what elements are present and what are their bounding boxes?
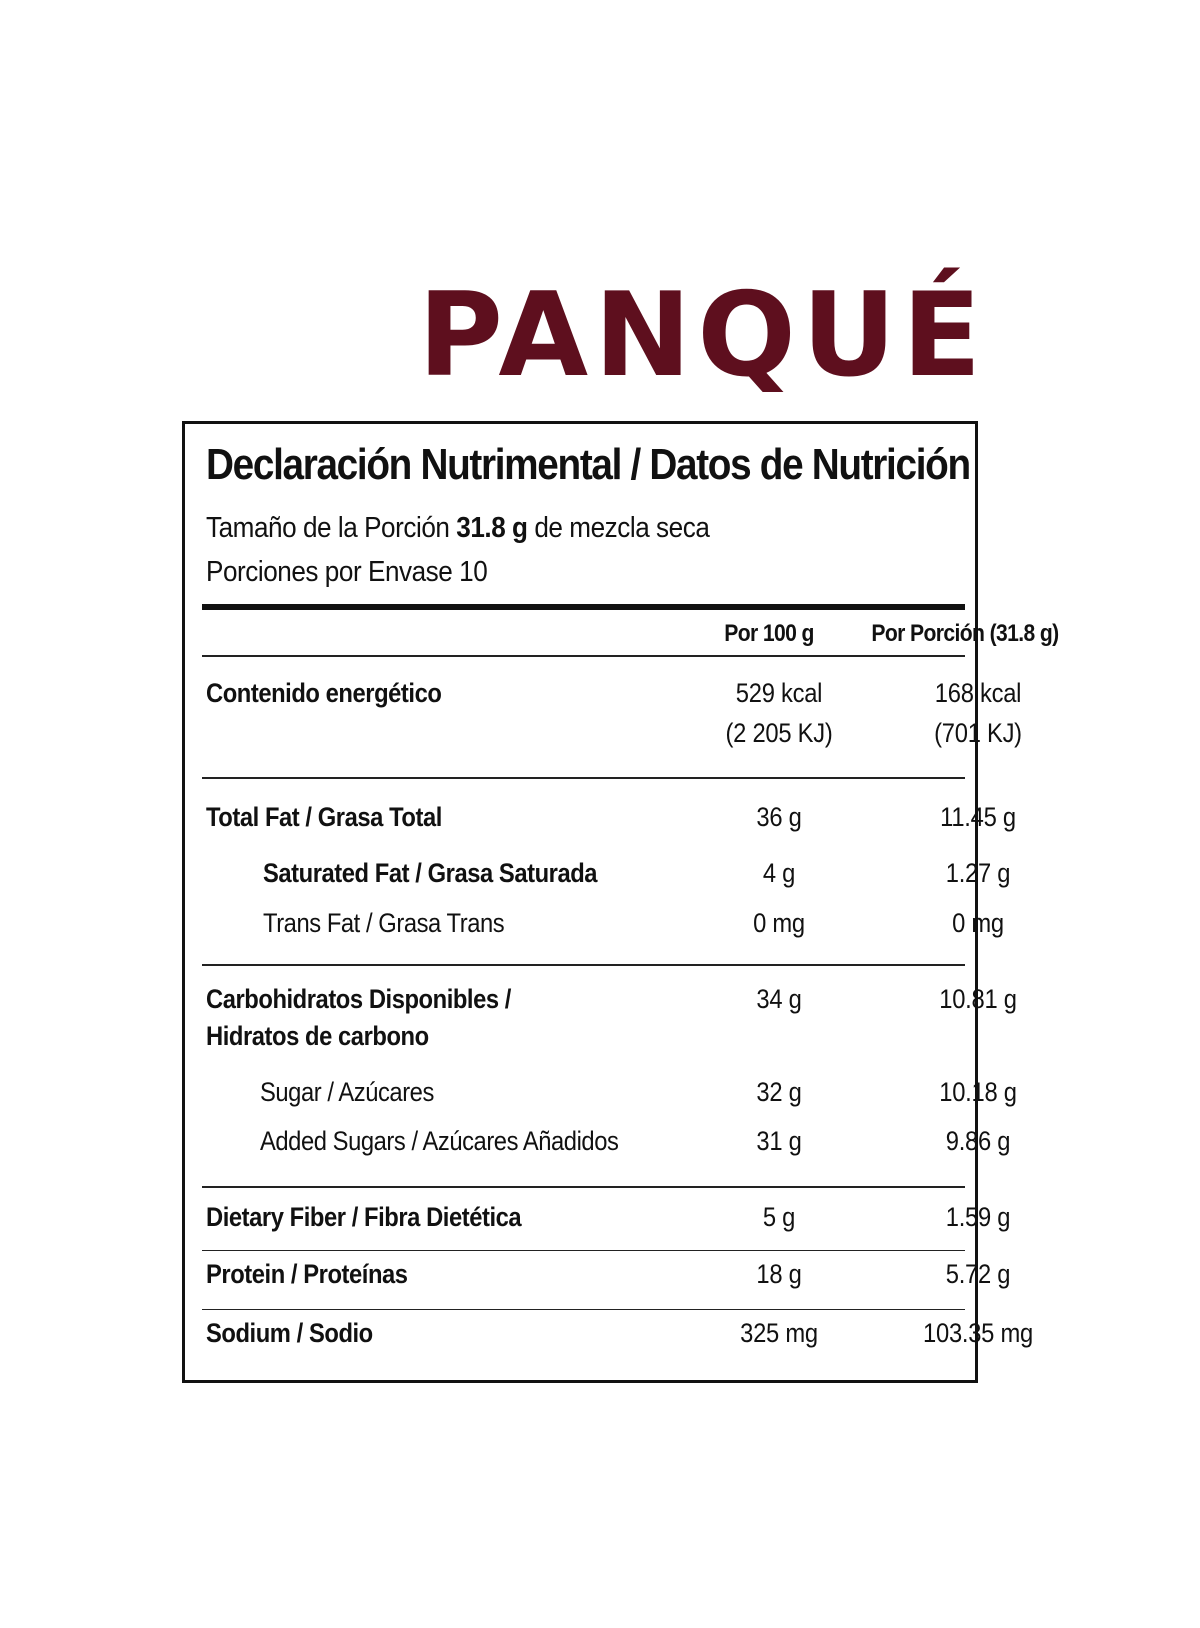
sodium-per100: 325 mg — [740, 1318, 818, 1348]
panel-heading: Declaración Nutrimental / Datos de Nutrición — [206, 440, 970, 489]
energy-serving-kj: (701 KJ) — [934, 718, 1022, 748]
row-label-trans-fat: Trans Fat / Grasa Trans — [263, 908, 505, 938]
servings-per-container: Porciones por Envase 10 — [206, 556, 488, 588]
divider — [202, 655, 965, 657]
row-label-saturated-fat: Saturated Fat / Grasa Saturada — [263, 858, 598, 888]
saturated-fat-serving: 1.27 g — [945, 858, 1011, 888]
divider — [202, 1250, 965, 1251]
divider — [202, 1186, 965, 1188]
row-label-carbs-line1: Carbohidratos Disponibles / — [206, 984, 511, 1014]
row-label-fiber: Dietary Fiber / Fibra Dietética — [206, 1202, 522, 1232]
carbs-serving: 10.81 g — [939, 984, 1017, 1014]
column-header-per-serving: Por Porción (31.8 g) — [871, 620, 1059, 647]
column-header-per-100g: Por 100 g — [724, 620, 814, 647]
fiber-per100: 5 g — [762, 1202, 796, 1232]
row-label-protein: Protein / Proteínas — [206, 1259, 408, 1289]
sugar-per100: 32 g — [756, 1077, 802, 1107]
energy-serving-kcal: 168 kcal — [934, 678, 1022, 708]
saturated-fat-per100: 4 g — [762, 858, 796, 888]
energy-per100-kj: (2 205 KJ) — [725, 718, 833, 748]
fiber-serving: 1.59 g — [945, 1202, 1011, 1232]
energy-per100-kcal: 529 kcal — [735, 678, 823, 708]
row-label-added-sugars: Added Sugars / Azúcares Añadidos — [260, 1126, 619, 1156]
serving-size — [206, 512, 709, 545]
row-label-energy: Contenido energético — [206, 678, 442, 708]
sugar-serving: 10.18 g — [939, 1077, 1017, 1107]
product-title: PANQUÉ — [418, 268, 988, 403]
added-sugars-serving: 9.86 g — [945, 1126, 1011, 1156]
nutrition-facts-panel — [182, 421, 1059, 1383]
protein-per100: 18 g — [756, 1259, 802, 1289]
trans-fat-per100: 0 mg — [753, 908, 805, 938]
trans-fat-serving: 0 mg — [952, 908, 1004, 938]
row-label-carbs-line2: Hidratos de carbono — [206, 1021, 429, 1051]
row-label-total-fat: Total Fat / Grasa Total — [206, 802, 442, 832]
carbs-per100: 34 g — [756, 984, 802, 1014]
thick-divider — [202, 604, 965, 610]
serving-size-value: 31.8 g — [456, 512, 528, 544]
serving-size-prefix: Tamaño de la Porción — [206, 512, 457, 544]
total-fat-serving: 11.45 g — [940, 802, 1016, 832]
protein-serving: 5.72 g — [945, 1259, 1011, 1289]
row-label-sodium: Sodium / Sodio — [206, 1318, 373, 1348]
divider — [202, 777, 965, 779]
added-sugars-per100: 31 g — [756, 1126, 802, 1156]
divider — [202, 1309, 965, 1310]
total-fat-per100: 36 g — [756, 802, 802, 832]
row-label-sugar: Sugar / Azúcares — [260, 1077, 434, 1107]
divider — [202, 964, 965, 966]
serving-size-suffix: de mezcla seca — [527, 512, 710, 544]
sodium-serving: 103.35 mg — [923, 1318, 1033, 1348]
